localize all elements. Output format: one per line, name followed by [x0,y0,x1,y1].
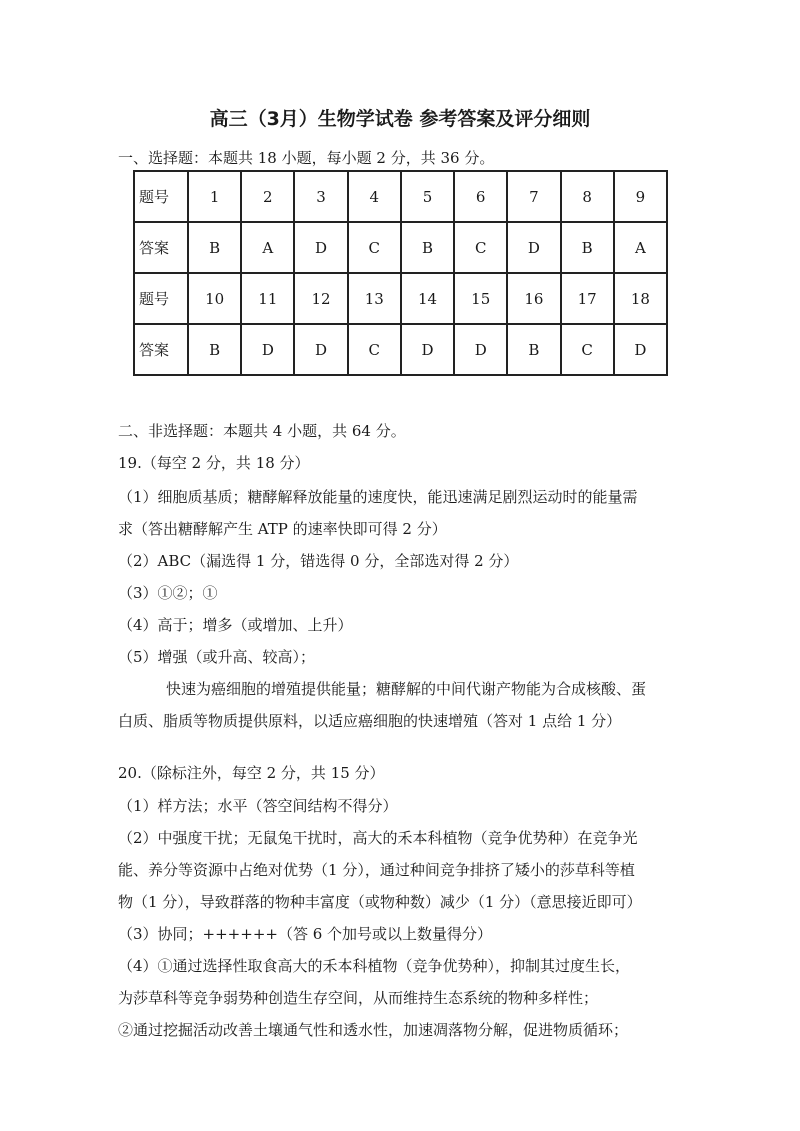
row-label-question-no: 题号 [134,171,188,222]
table-cell: 5 [401,171,454,222]
section2-heading: 二、非选择题：本题共 4 小题，共 64 分。 [118,422,406,440]
table-cell: D [454,324,507,375]
table-cell: 7 [507,171,560,222]
page-title: 高三（3月）生物学试卷 参考答案及评分细则 [209,108,591,130]
table-cell: C [454,222,507,273]
q20-line: 为莎草科等竞争弱势种创造生存空间，从而维持生态系统的物种多样性； [118,989,599,1007]
q19-line: （3）①②；① [118,584,218,602]
table-cell: D [294,222,347,273]
q20-line: （4）①通过选择性取食高大的禾本科植物（竞争优势种），抑制其过度生长， [118,957,631,975]
table-cell: 8 [561,171,614,222]
q19-line: （4）高于；增多（或增加、上升） [118,616,353,634]
table-cell: B [507,324,560,375]
table-cell: D [401,324,454,375]
q19-line: 白质、脂质等物质提供原料，以适应癌细胞的快速增殖（答对 1 点给 1 分） [118,712,622,730]
table-cell: D [241,324,294,375]
q19-line: （2）ABC（漏选得 1 分，错选得 0 分，全部选对得 2 分） [118,552,519,570]
table-cell: C [348,324,401,375]
table-cell: 1 [188,171,241,222]
q20-line: 能、养分等资源中占绝对优势（1 分），通过种间竞争排挤了矮小的莎草科等植 [118,861,635,879]
q20-line: 物（1 分），导致群落的物种丰富度（或物种数）减少（1 分）（意思接近即可） [118,893,642,911]
row-label-question-no: 题号 [134,273,188,324]
q19-line: 快速为癌细胞的增殖提供能量；糖酵解的中间代谢产物能为合成核酸、蛋 [166,680,647,698]
table-cell: 17 [561,273,614,324]
table-cell: D [294,324,347,375]
row-label-answer: 答案 [134,222,188,273]
q19-line: 求（答出糖酵解产生 ATP 的速率快即可得 2 分） [118,520,447,538]
table-cell: A [614,222,667,273]
table-cell: B [188,222,241,273]
table-cell: D [507,222,560,273]
table-cell: 11 [241,273,294,324]
table-cell: B [401,222,454,273]
table-cell: 3 [294,171,347,222]
table-row-numbers-2 [134,273,667,324]
table-cell: C [561,324,614,375]
table-cell: 13 [348,273,401,324]
table-cell: B [188,324,241,375]
q19-heading: 19.（每空 2 分，共 18 分） [118,454,310,472]
q20-line: （3）协同；++++++（答 6 个加号或以上数量得分） [118,925,493,943]
table-cell: A [241,222,294,273]
table-cell: 2 [241,171,294,222]
table-cell: D [614,324,667,375]
table-cell: 16 [507,273,560,324]
table-cell: B [561,222,614,273]
q19-line: （1）细胞质基质；糖酵解释放能量的速度快，能迅速满足剧烈运动时的能量需 [118,488,638,506]
table-cell: 6 [454,171,507,222]
table-row-answers-1 [134,222,667,273]
table-cell: C [348,222,401,273]
answer-table [133,170,668,376]
table-cell: 14 [401,273,454,324]
q19-line: （5）增强（或升高、较高）； [118,648,316,666]
q20-line: （1）样方法；水平（答空间结构不得分） [118,797,398,815]
table-row-answers-2 [134,324,667,375]
table-cell: 10 [188,273,241,324]
table-cell: 4 [348,171,401,222]
table-row-numbers-1 [134,171,667,222]
q20-heading: 20.（除标注外，每空 2 分，共 15 分） [118,764,385,782]
table-cell: 18 [614,273,667,324]
q20-line: （2）中强度干扰；无鼠兔干扰时，高大的禾本科植物（竞争优势种）在竞争光 [118,829,638,847]
row-label-answer: 答案 [134,324,188,375]
table-cell: 12 [294,273,347,324]
section1-heading: 一、选择题：本题共 18 小题，每小题 2 分，共 36 分。 [118,149,495,167]
q20-line: ②通过挖掘活动改善土壤通气性和透水性，加速凋落物分解，促进物质循环； [118,1021,629,1039]
table-cell: 9 [614,171,667,222]
table-cell: 15 [454,273,507,324]
